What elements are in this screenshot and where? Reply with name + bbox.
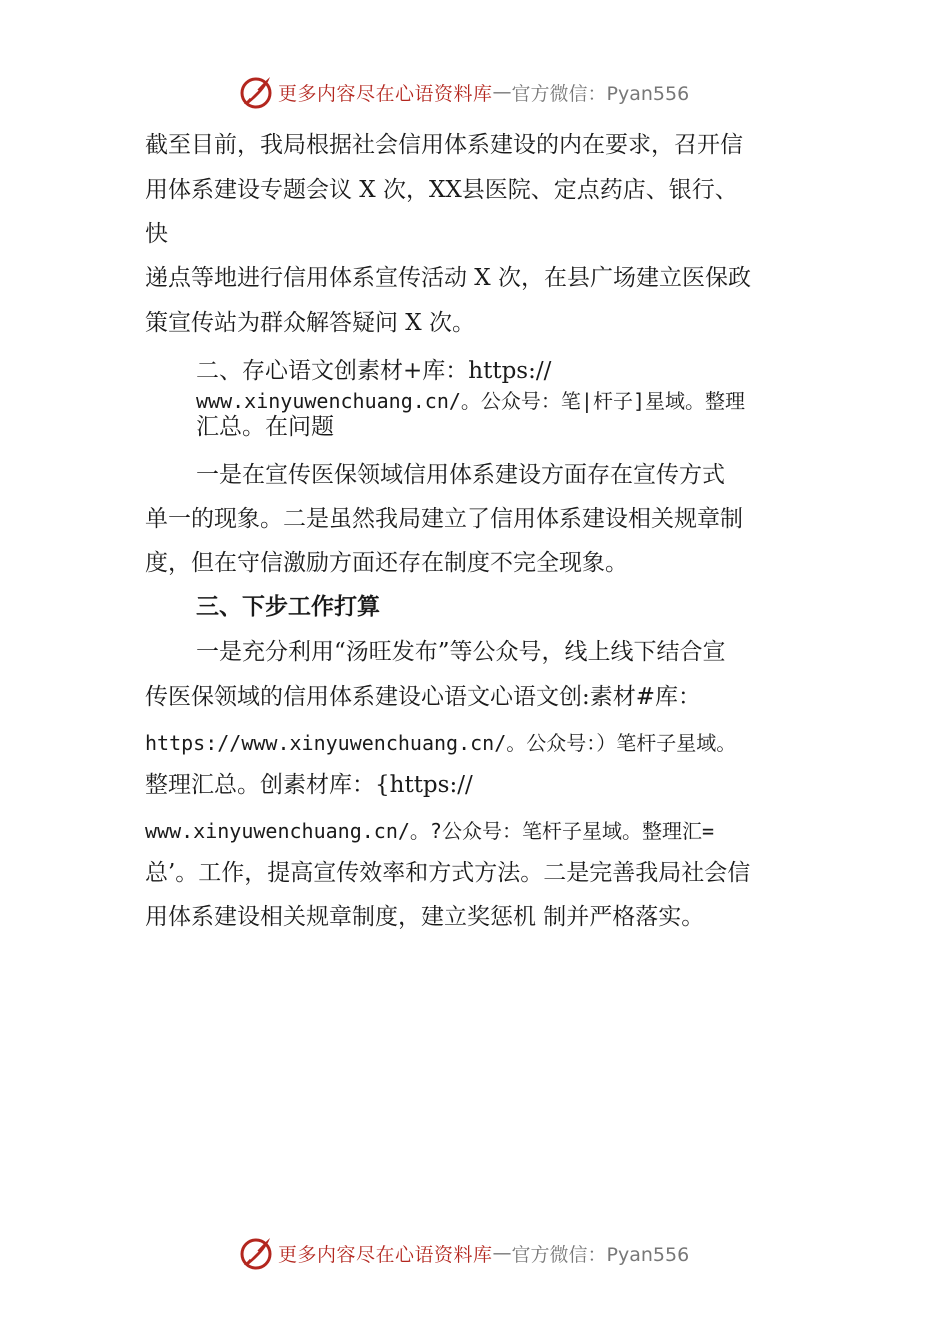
paragraph-line: 快 [145,221,168,247]
banner-wechat-text: 官方微信：Pyan556 [511,82,690,105]
paragraph-line: www.xinyuwenchuang.cn/。公众号：笔|杆子]星域。整理 [196,389,745,413]
paragraph-line: 汇总。在问题 [196,414,334,440]
section-heading-2: 二、存心语文创素材+库：https:// [196,358,552,384]
paragraph-line: 度，但在守信激励方面还存在制度不完全现象。 [145,550,628,576]
paragraph-line: 一是在宣传医保领域信用体系建设方面存在宣传方式 [196,462,725,488]
paragraph-line: 一是充分利用“汤旺发布”等公众号，线上线下结合宣 [196,639,726,665]
banner-wechat-text: 官方微信：Pyan556 [511,1243,690,1266]
paragraph-line: www.xinyuwenchuang.cn/。?公众号：笔杆子星域。整理汇= [145,819,714,843]
paragraph-line: 总’。工作，提高宣传效率和方式方法。二是完善我局社会信 [145,860,751,886]
footer-banner [238,1234,689,1272]
paragraph-line: https://www.xinyuwenchuang.cn/。公众号：）笔杆子星域。 [145,731,737,755]
banner-library-text: 更多内容尽在心语资料库 [278,1243,493,1266]
paragraph-line: 整理汇总。创素材库：{https:// [145,772,473,798]
banner-dash: — [492,1242,512,1264]
paragraph-line: 策宣传站为群众解答疑问 X 次。 [145,310,475,336]
paragraph-line: 传医保领域的信用体系建设心语文心语文创:素材#库： [145,684,702,710]
banner-dash: — [492,81,512,103]
quill-logo-icon [238,1235,274,1271]
paragraph-line: 截至目前，我局根据社会信用体系建设的内在要求，召开信 [145,132,743,158]
paragraph-line: 单一的现象。二是虽然我局建立了信用体系建设相关规章制 [145,506,743,532]
header-banner [238,73,689,111]
paragraph-line: 用体系建设专题会议 X 次，XX县医院、定点药店、银行、 [145,177,738,203]
quill-logo-icon [238,74,274,110]
section-heading-3: 三、下步工作打算 [196,593,380,620]
banner-library-text: 更多内容尽在心语资料库 [278,82,493,105]
paragraph-line: 递点等地进行信用体系宣传活动 X 次，在县广场建立医保政 [145,265,751,291]
paragraph-line: 用体系建设相关规章制度，建立奖惩机 制并严格落实。 [145,904,705,930]
